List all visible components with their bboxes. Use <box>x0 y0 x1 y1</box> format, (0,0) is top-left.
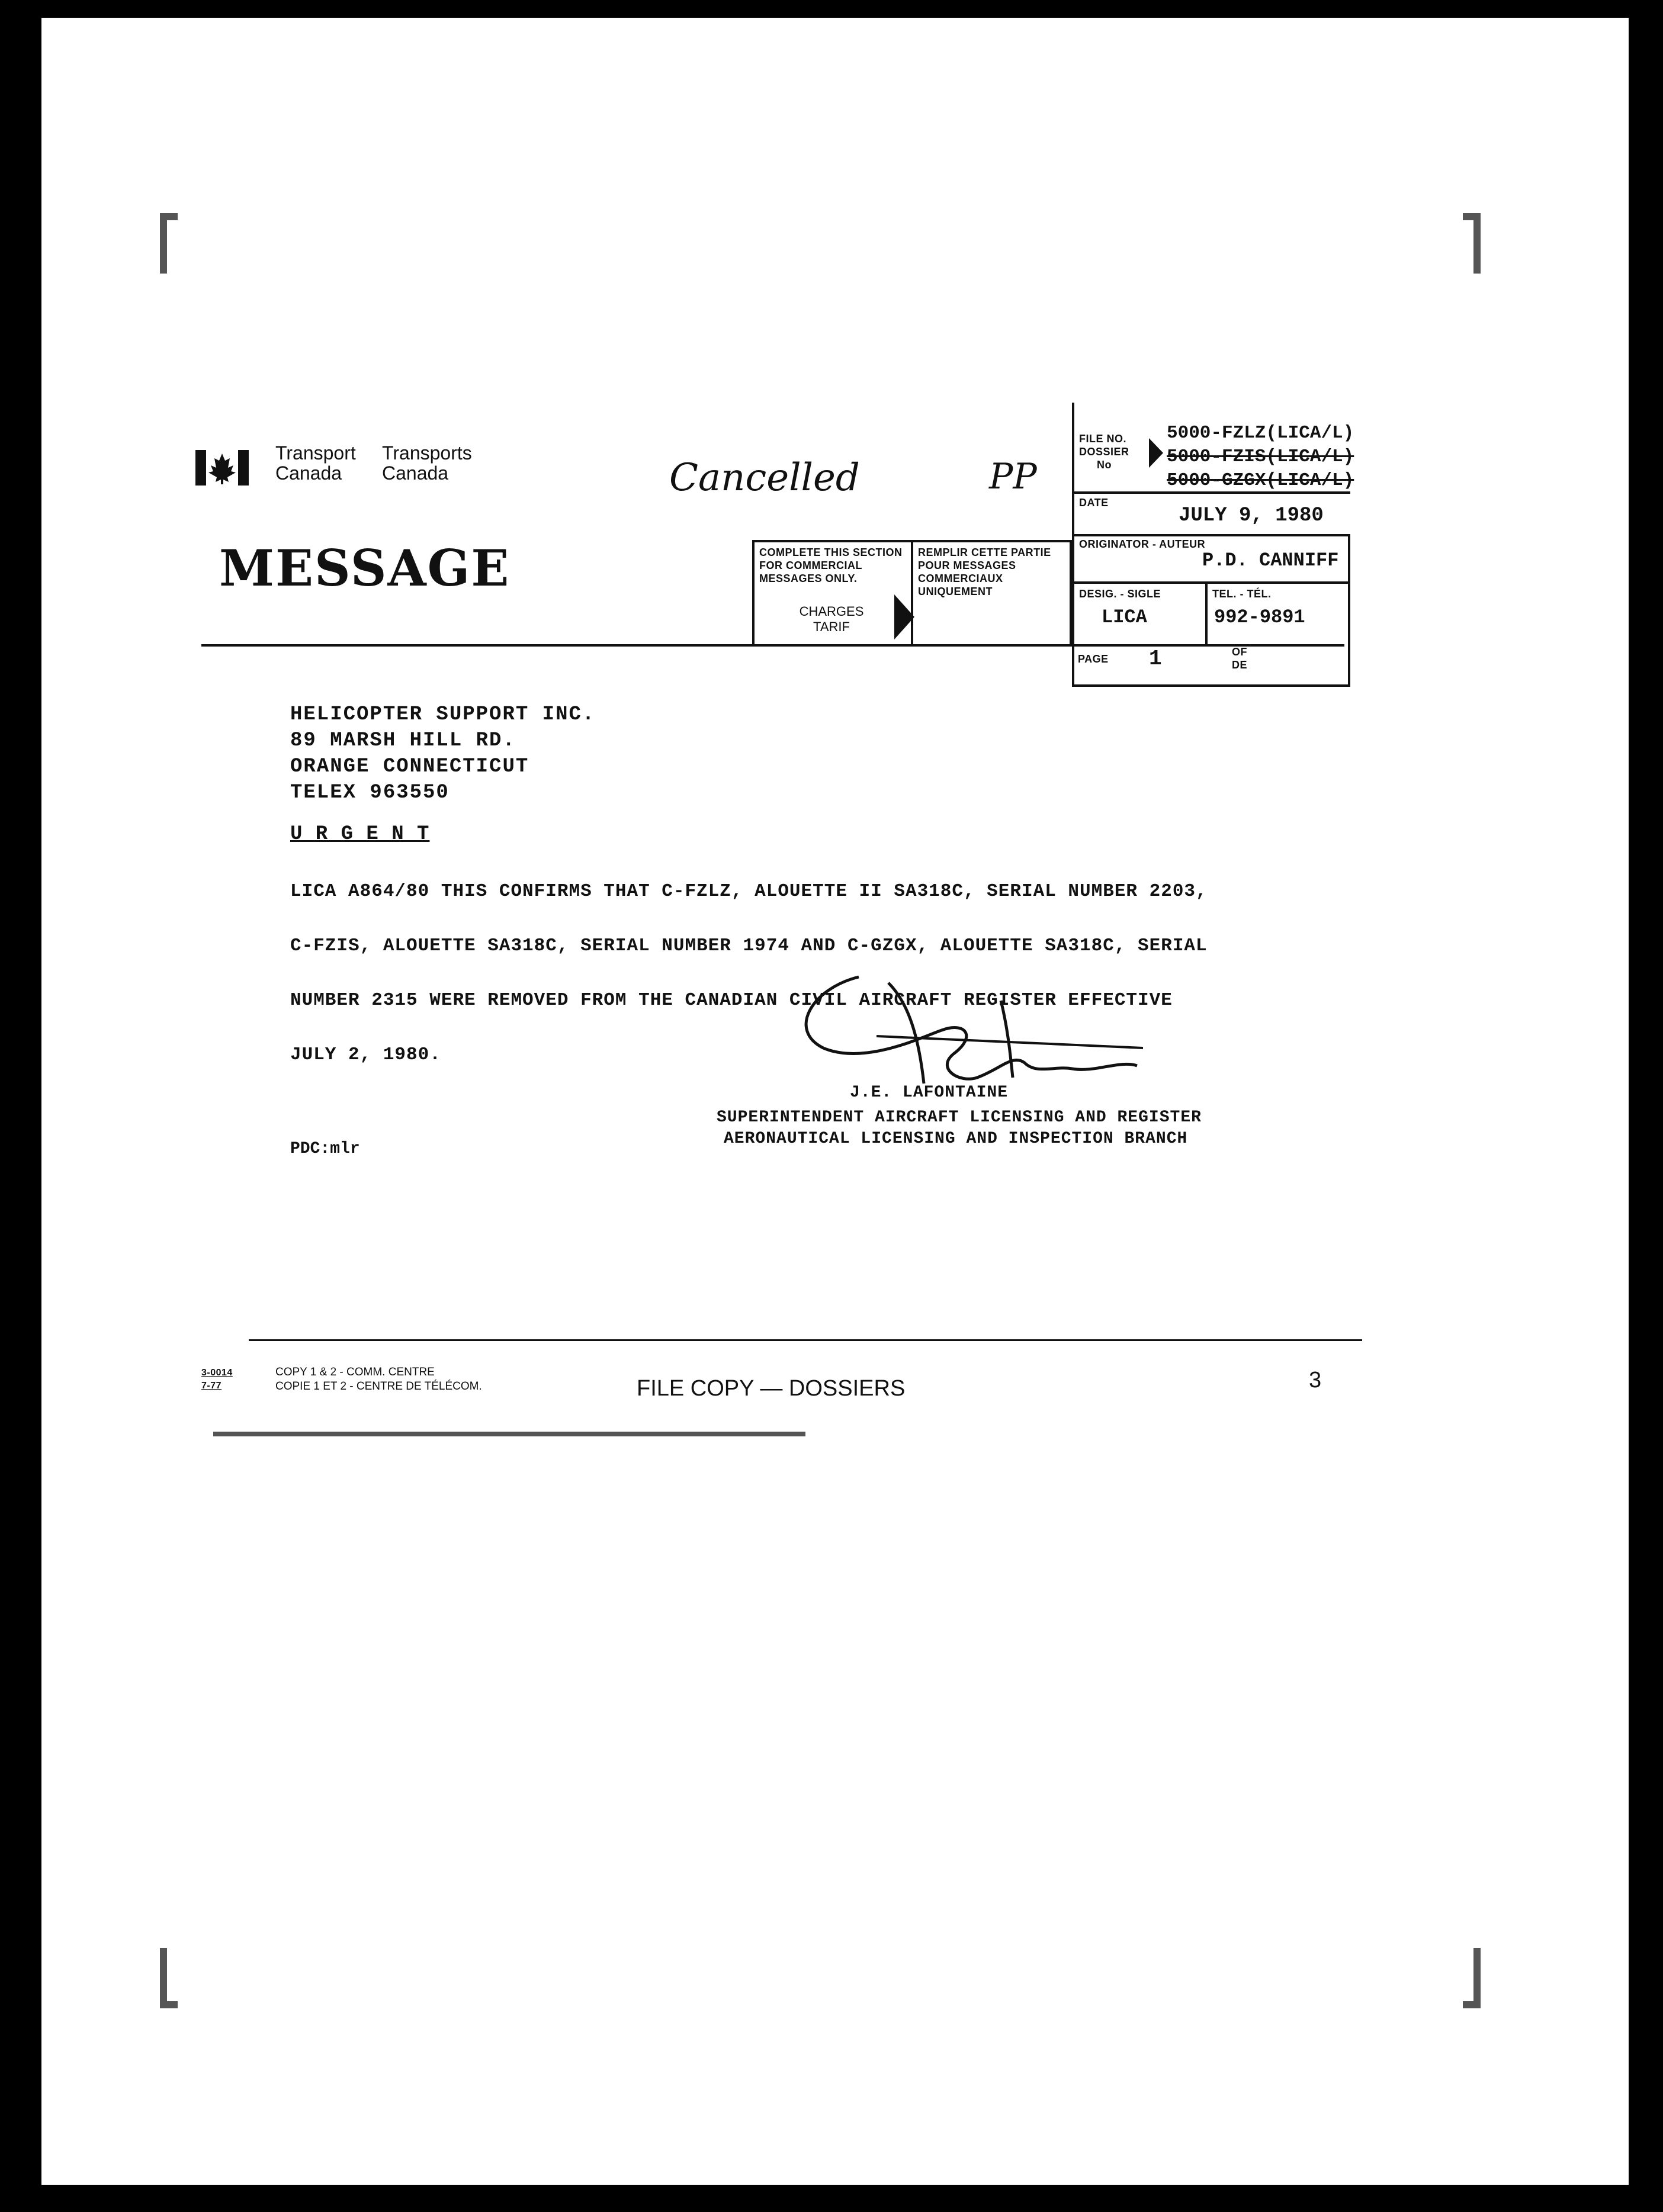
info-block-left-rule <box>1072 403 1074 687</box>
priority-urgent: U R G E N T <box>290 823 430 845</box>
message-form <box>148 403 1392 1445</box>
page-label: PAGE <box>1078 653 1109 665</box>
file-copy-label: FILE COPY — DOSSIERS <box>637 1376 906 1401</box>
crop-mark-bottom-left <box>160 1948 178 2008</box>
originator-value: P.D. CANNIFF <box>1202 549 1339 571</box>
form-number: 3-0014 7-77 <box>201 1368 233 1391</box>
sheet-bottom-edge <box>213 1432 805 1436</box>
canada-flag-icon <box>195 450 249 486</box>
file-number-label: FILE NO. DOSSIER No <box>1079 433 1129 471</box>
commercial-note-english: COMPLETE THIS SECTION FOR COMMERCIAL MESSAGES ONLY. <box>759 546 903 584</box>
signatory-title: SUPERINTENDENT AIRCRAFT LICENSING AND REGISTER AERONAUTICAL LICENSING AND INSPECTION BRANCH <box>717 1108 1202 1148</box>
footer-rule <box>249 1339 1362 1341</box>
page-value: 1 <box>1149 647 1162 671</box>
desig-label: DESIG. - SIGLE <box>1079 588 1161 600</box>
commercial-section-box <box>752 540 1072 647</box>
signatory-name: J.E. LAFONTAINE <box>850 1084 1009 1102</box>
commercial-note-french: REMPLIR CETTE PARTIE POUR MESSAGES COMMERCIAUX UNIQUEMENT <box>918 546 1051 597</box>
date-label: DATE <box>1079 497 1109 509</box>
tel-value: 992-9891 <box>1214 606 1305 628</box>
date-value: JULY 9, 1980 <box>1179 504 1324 527</box>
charges-label: CHARGES TARIF <box>799 604 864 634</box>
page-number: 3 <box>1309 1368 1322 1393</box>
info-rule <box>1205 581 1208 644</box>
typist-initials: PDC:mlr <box>290 1140 360 1158</box>
desig-value: LICA <box>1102 606 1147 628</box>
dept-name-english: Transport Canada <box>275 442 356 484</box>
message-body: LICA A864/80 THIS CONFIRMS THAT C-FZLZ, ALOUETTE II SA318C, SERIAL NUMBER 2203, C-FZIS, ALOUETTE SA318C, SERIAL NUMBER 1974 AND C-GZGX, ALOUETTE SA318C, SERIAL NUMBER 2315 WERE REMOVED FROM THE CANADIAN CIVIL AIRCRAFT REGISTER EFFECTIVE JULY 2, 1980. <box>290 881 1208 1065</box>
info-rule <box>1072 534 1350 536</box>
addressee-block: HELICOPTER SUPPORT INC. 89 MARSH HILL RD. ORANGE CONNECTICUT TELEX 963550 <box>290 703 596 804</box>
crop-mark-bottom-right <box>1463 1948 1481 2008</box>
tel-label: TEL. - TÉL. <box>1212 588 1272 600</box>
dept-name-french: Transports Canada <box>382 442 472 484</box>
copy-distribution: COPY 1 & 2 - COMM. CENTRE COPIE 1 ET 2 - CENTRE DE TÉLÉCOM. <box>275 1366 482 1393</box>
file-numbers: 5000-FZLZ(LICA/L) 5000-FZIS(LICA/L) 5000-GZGX(LICA/L) <box>1167 423 1354 491</box>
crop-mark-top-left <box>160 213 178 274</box>
info-block-right-rule <box>1348 534 1350 687</box>
arrow-marker-icon <box>894 594 914 639</box>
info-block-bottom-rule <box>1072 684 1350 687</box>
form-title: MESSAGE <box>219 539 511 597</box>
info-rule <box>1072 581 1350 584</box>
originator-label: ORIGINATOR - AUTEUR <box>1079 538 1206 550</box>
info-rule <box>1072 491 1350 494</box>
handwritten-cancelled: Cancelled <box>669 456 860 500</box>
crop-mark-top-right <box>1463 213 1481 274</box>
arrow-marker-icon <box>1149 438 1163 468</box>
page-of-label: OF DE <box>1232 646 1248 671</box>
handwritten-initials: PP <box>989 456 1037 497</box>
